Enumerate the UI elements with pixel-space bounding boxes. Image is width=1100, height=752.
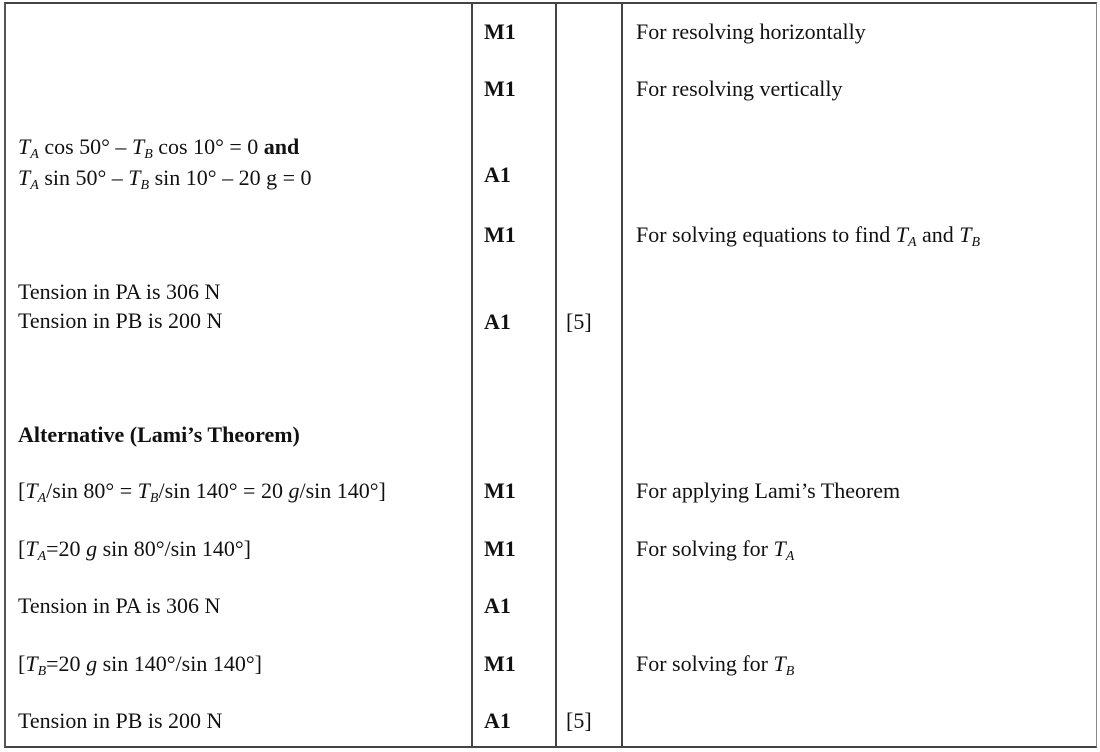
- mark-cell: A1: [484, 708, 511, 733]
- column-divider-notes: [621, 2, 623, 748]
- mark-cell: A1: [484, 309, 511, 334]
- working-equation-horizontal: $T_A$ $\cos 50^\circ - T_B$ cos 10° = 0 and: [18, 134, 300, 162]
- note-cell: For resolving horizontally: [636, 19, 866, 44]
- mark-cell: M1: [484, 651, 516, 676]
- working-solve-ta: [$T_A=20$ g sin 80°/sin 140°]: [18, 536, 251, 564]
- mark-cell: A1: [484, 593, 511, 618]
- working-answer-pb: Tension in PB is 200 N: [18, 308, 223, 333]
- column-divider-total: [555, 2, 557, 748]
- working-answer-pa: Tension in PA is 306 N: [18, 593, 221, 618]
- note-cell: For resolving vertically: [636, 76, 843, 101]
- mark-cell: A1: [484, 162, 511, 187]
- mark-cell: M1: [484, 19, 516, 44]
- mark-cell: M1: [484, 222, 516, 247]
- mark-cell: M1: [484, 76, 516, 101]
- note-cell: For solving for $T_B$: [636, 651, 795, 679]
- mark-cell: M1: [484, 536, 516, 561]
- column-divider-mark: [471, 2, 473, 748]
- working-equation-vertical: $T_A$ $\sin 50^\circ - T_B$ sin 10° – 20 g = 0: [18, 165, 312, 193]
- working-answer-pb: Tension in PB is 200 N: [18, 708, 223, 733]
- alternative-heading: Alternative (Lami’s Theorem): [18, 422, 300, 447]
- working-lami-equation: [$T_A/\sin$ $80^\circ = T_B/\sin$ 140° = 20 g/sin 140°]: [18, 478, 386, 506]
- mark-scheme-table: [4, 2, 1097, 748]
- total-cell: [5]: [566, 309, 592, 334]
- note-cell: For applying Lami’s Theorem: [636, 478, 901, 503]
- working-answer-pa: Tension in PA is 306 N: [18, 279, 221, 304]
- mark-cell: M1: [484, 478, 516, 503]
- working-solve-tb: [$T_B=20$ g sin 140°/sin 140°]: [18, 651, 262, 679]
- note-cell: For solving equations to find $T_A$ and $T_B$: [636, 222, 981, 250]
- total-cell: [5]: [566, 708, 592, 733]
- note-cell: For solving for $T_A$: [636, 536, 795, 564]
